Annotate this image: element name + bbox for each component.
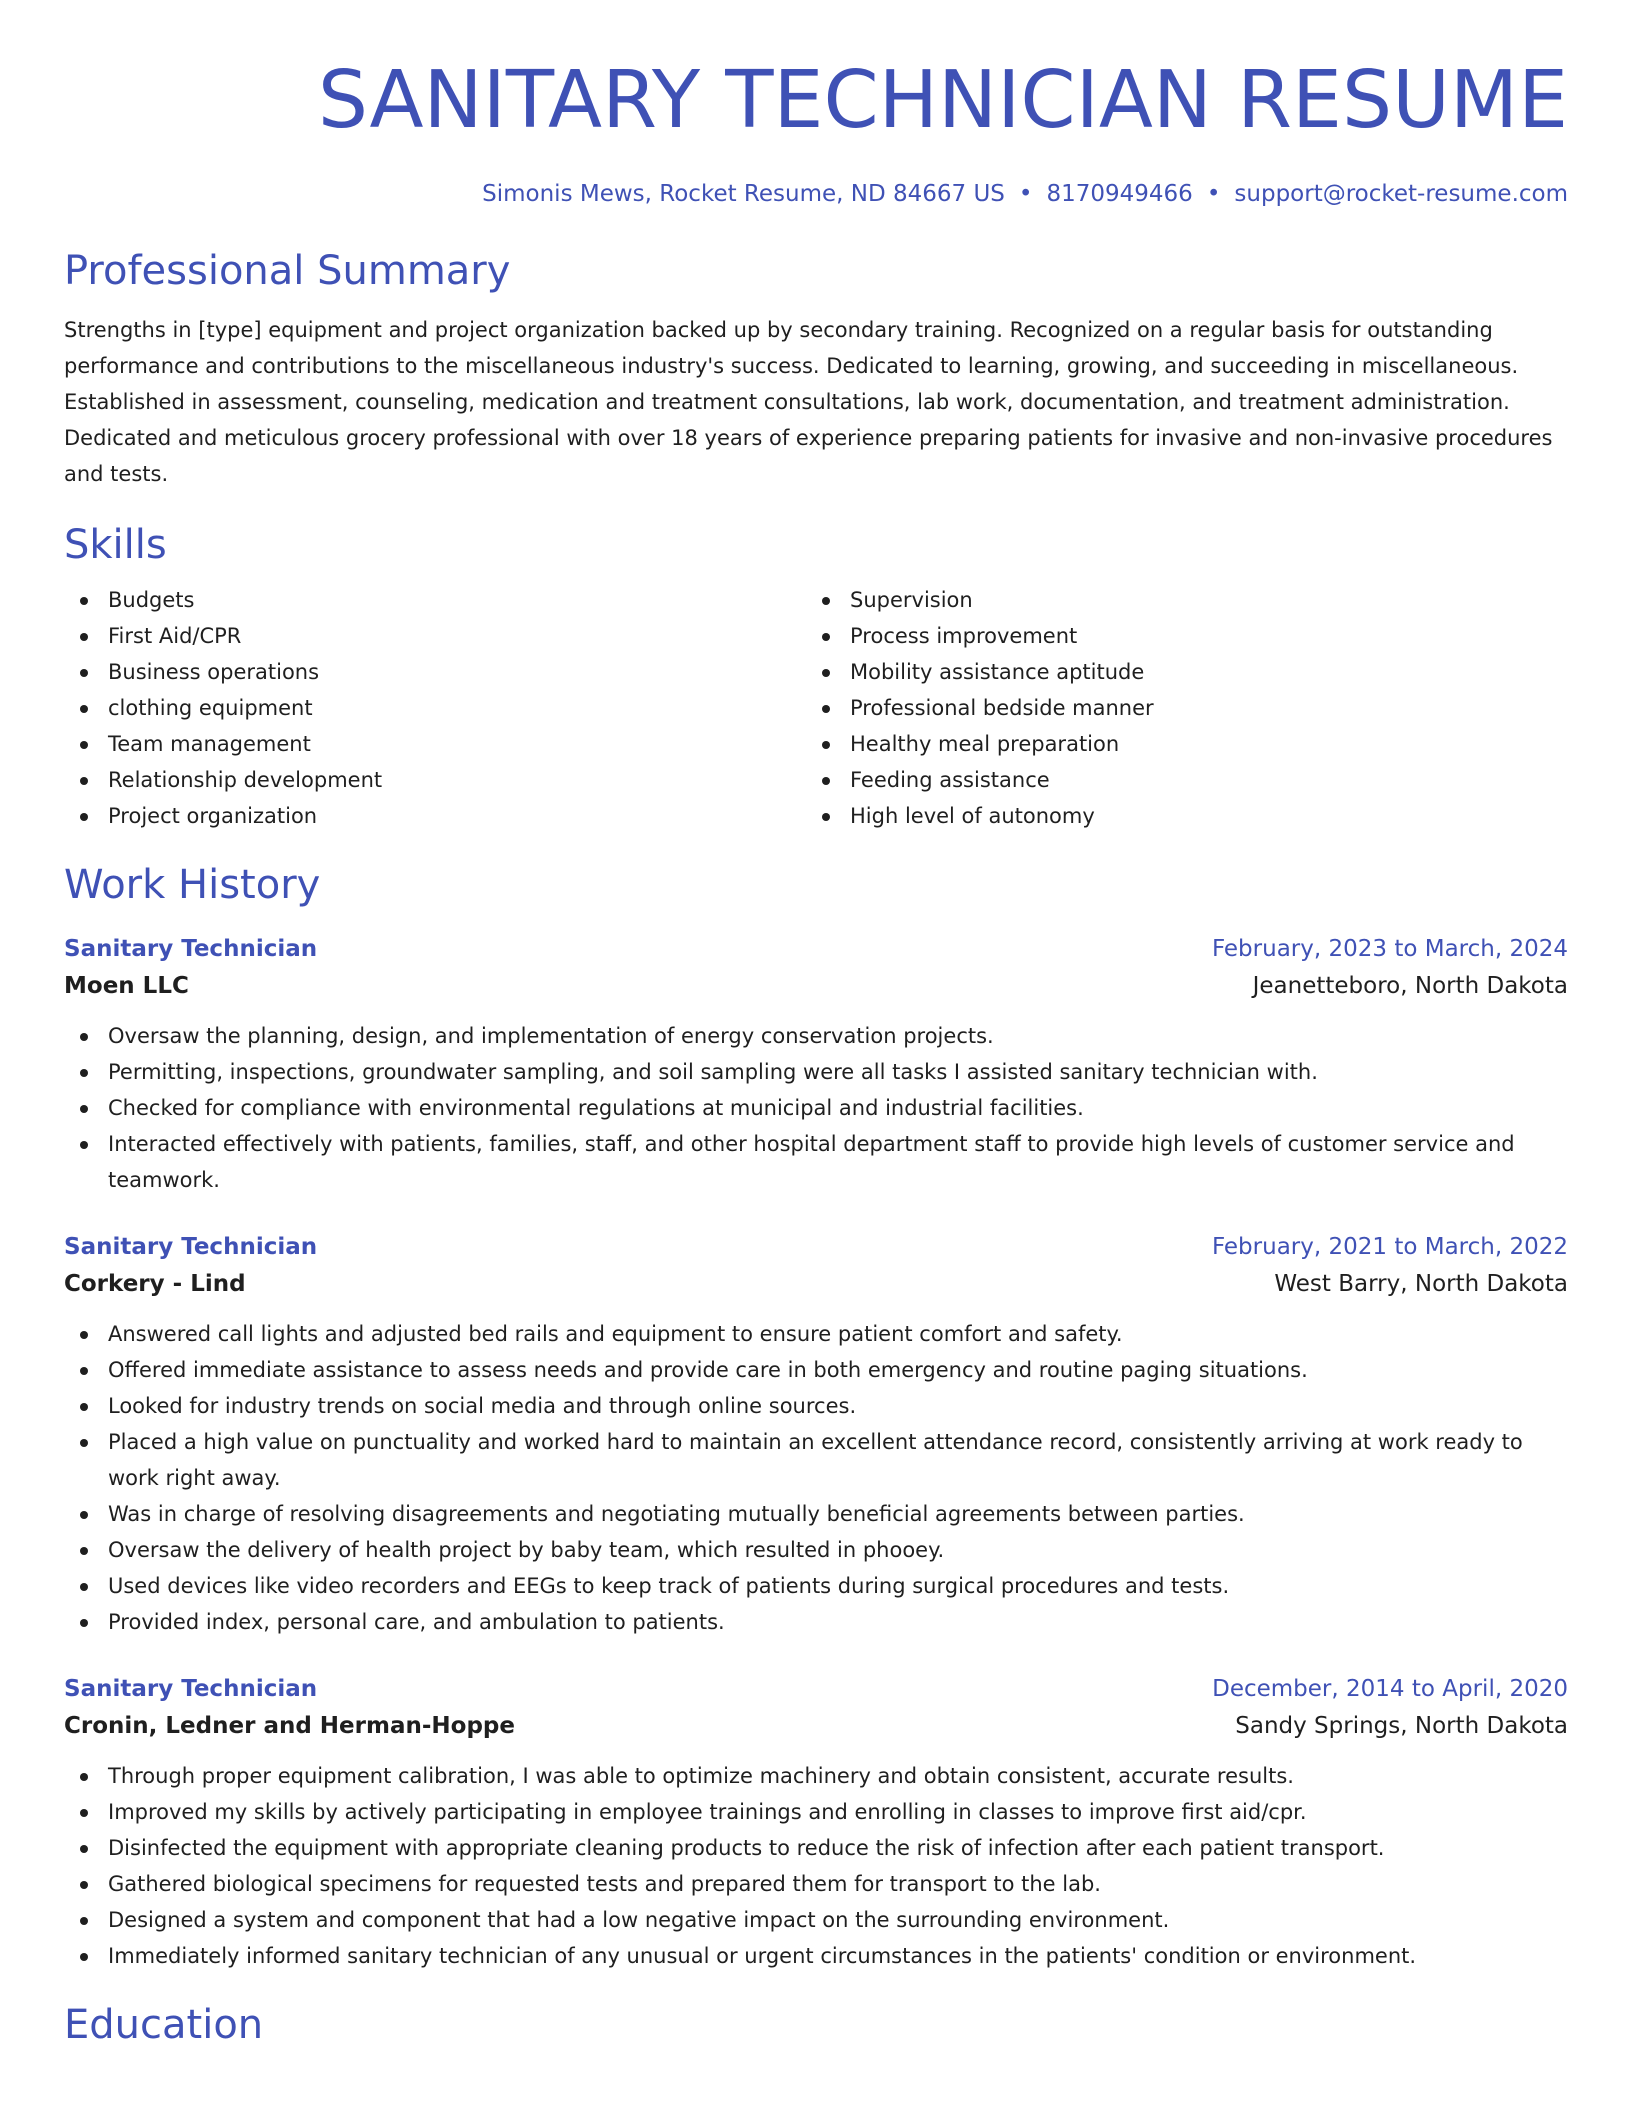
job-header-row: [64, 1230, 1568, 1264]
skill-item: Budgets: [64, 582, 806, 618]
job-location: Sandy Springs, North Dakota: [1235, 1713, 1568, 1739]
job-company-row: [64, 1264, 1568, 1304]
job-bullet: Disinfected the equipment with appropriate cleaning products to reduce the risk of infection after each patient transport.: [64, 1830, 1568, 1866]
job-bullet: Gathered biological specimens for requested tests and prepared them for transport to the lab.: [64, 1866, 1568, 1902]
contact-phone: 8170949466: [1046, 181, 1193, 207]
job-bullets: [64, 1316, 1568, 1640]
job-location: Jeanetteboro, North Dakota: [1252, 973, 1568, 999]
skills-heading: Skills: [64, 522, 167, 568]
job-company: Cronin, Ledner and Herman-Hoppe: [64, 1713, 515, 1739]
skill-item: Relationship development: [64, 762, 806, 798]
job-entry: [64, 932, 1568, 1198]
contact-separator: •: [1018, 181, 1033, 207]
skills-column-right: [806, 582, 1548, 834]
job-company-row: [64, 966, 1568, 1006]
job-bullet: Interacted effectively with patients, families, staff, and other hospital department staff to provide high levels of customer service and teamwork.: [64, 1126, 1568, 1198]
job-bullet: Designed a system and component that had a low negative impact on the surrounding environment.: [64, 1902, 1568, 1938]
resume-title: SANITARY TECHNICIAN RESUME: [317, 54, 1568, 146]
skill-item: Professional bedside manner: [806, 690, 1548, 726]
work-history-heading: Work History: [64, 862, 321, 908]
job-location: West Barry, North Dakota: [1274, 1271, 1568, 1297]
skill-item: Supervision: [806, 582, 1548, 618]
job-bullet: Was in charge of resolving disagreements and negotiating mutually beneficial agreements between parties.: [64, 1496, 1568, 1532]
job-dates: February, 2023 to March, 2024: [1211, 936, 1568, 962]
job-title: Sanitary Technician: [64, 1676, 318, 1702]
contact-email: support@rocket-resume.com: [1234, 181, 1568, 207]
job-entry: [64, 1230, 1568, 1640]
skills-column-left: [64, 582, 806, 834]
job-bullets: [64, 1018, 1568, 1198]
resume-page: [64, 52, 1568, 2050]
contact-line: [64, 178, 1568, 210]
skill-item: High level of autonomy: [806, 798, 1548, 834]
job-bullet: Checked for compliance with environmental regulations at municipal and industrial facilities.: [64, 1090, 1568, 1126]
skill-item: Process improvement: [806, 618, 1548, 654]
job-company-row: [64, 1706, 1568, 1746]
job-bullet: Through proper equipment calibration, I was able to optimize machinery and obtain consistent, accurate results.: [64, 1758, 1568, 1794]
skills-list: [64, 582, 1568, 834]
job-title: Sanitary Technician: [64, 936, 318, 962]
skill-item: Project organization: [64, 798, 806, 834]
skill-item: Mobility assistance aptitude: [806, 654, 1548, 690]
skill-item: clothing equipment: [64, 690, 806, 726]
job-bullet: Oversaw the delivery of health project by baby team, which resulted in phooey.: [64, 1532, 1568, 1568]
job-bullet: Improved my skills by actively participating in employee trainings and enrolling in classes to improve first aid/cpr.: [64, 1794, 1568, 1830]
summary-text: Strengths in [type] equipment and project organization backed up by secondary training. Recognized on a regular basis for outstanding performance and contributions to the miscellaneous industry's success. Dedicated to learning, growing, and succeeding in miscellaneous. Established in assessment, counseling, medication and treatment consultations, lab work, documentation, and treatment administration. Dedicated and meticulous grocery professional with over 18 years of experience preparing patients for invasive and non-invasive procedures and tests.: [64, 318, 1553, 486]
contact-address: Simonis Mews, Rocket Resume, ND 84667 US: [482, 181, 1005, 207]
contact-separator: •: [1206, 181, 1221, 207]
job-company: Moen LLC: [64, 973, 189, 999]
job-entry: [64, 1672, 1568, 1974]
skill-item: Business operations: [64, 654, 806, 690]
job-bullet: Answered call lights and adjusted bed rails and equipment to ensure patient comfort and safety.: [64, 1316, 1568, 1352]
skill-item: First Aid/CPR: [64, 618, 806, 654]
job-header-row: [64, 932, 1568, 966]
job-company: Corkery - Lind: [64, 1271, 246, 1297]
job-bullet: Placed a high value on punctuality and worked hard to maintain an excellent attendance record, consistently arriving at work ready to work right away.: [64, 1424, 1568, 1496]
job-bullet: Oversaw the planning, design, and implementation of energy conservation projects.: [64, 1018, 1568, 1054]
education-heading: Education: [64, 2002, 264, 2048]
job-dates: February, 2021 to March, 2022: [1211, 1234, 1568, 1260]
job-dates: December, 2014 to April, 2020: [1212, 1676, 1568, 1702]
summary-heading: Professional Summary: [64, 248, 511, 294]
job-bullets: [64, 1758, 1568, 1974]
job-bullet: Provided index, personal care, and ambulation to patients.: [64, 1604, 1568, 1640]
job-header-row: [64, 1672, 1568, 1706]
job-bullet: Permitting, inspections, groundwater sampling, and soil sampling were all tasks I assisted sanitary technician with.: [64, 1054, 1568, 1090]
job-bullet: Immediately informed sanitary technician of any unusual or urgent circumstances in the patients' condition or environment.: [64, 1938, 1568, 1974]
job-bullet: Used devices like video recorders and EEGs to keep track of patients during surgical procedures and tests.: [64, 1568, 1568, 1604]
skill-item: Team management: [64, 726, 806, 762]
skill-item: Healthy meal preparation: [806, 726, 1548, 762]
job-bullet: Offered immediate assistance to assess needs and provide care in both emergency and routine paging situations.: [64, 1352, 1568, 1388]
job-bullet: Looked for industry trends on social media and through online sources.: [64, 1388, 1568, 1424]
job-title: Sanitary Technician: [64, 1234, 318, 1260]
skill-item: Feeding assistance: [806, 762, 1548, 798]
